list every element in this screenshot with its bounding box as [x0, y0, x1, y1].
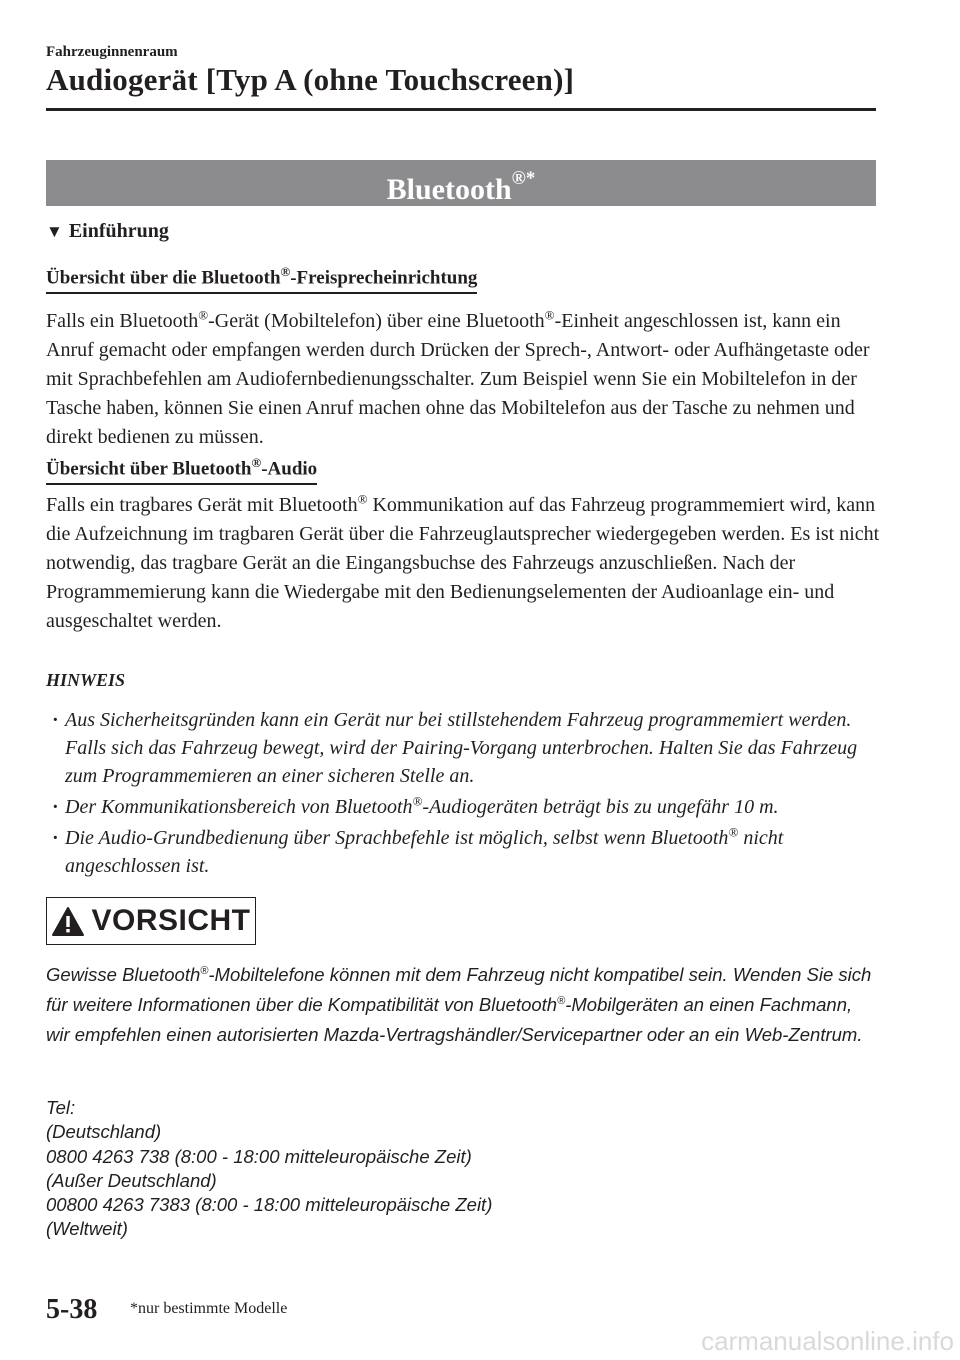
note-item — [46, 793, 880, 821]
note-item — [46, 824, 880, 880]
registered-mark: ® — [357, 491, 368, 507]
caution-paragraph — [46, 960, 880, 1050]
bullet-icon: · — [52, 709, 59, 731]
caution-label: VORSICHT — [91, 904, 251, 937]
intro-label: Einführung — [68, 220, 169, 242]
registered-mark: ® — [557, 994, 566, 1007]
footnote: *nur bestimmte Modelle — [130, 1300, 288, 1317]
registered-mark: ® — [200, 964, 209, 977]
warning-triangle-icon — [51, 906, 85, 937]
paragraph-text: -Gerät (Mobiltelefon) über eine Bluetooth — [208, 310, 545, 332]
registered-mark: ® — [280, 264, 291, 279]
caution-text: -Mobiltelefone können mit dem Fahrzeug nicht kompatibel sein. Wenden Sie sich für weitere Informationen über die Kompatibilität von Bluetooth — [46, 964, 872, 1015]
page-title: Audiogerät [Typ A (ohne Touchscreen)] — [46, 62, 575, 97]
contact-block — [46, 1096, 492, 1242]
subheading-audio — [46, 455, 317, 485]
note-text: Der Kommunikationsbereich von Bluetooth — [65, 796, 413, 818]
page-number: 5-38 — [46, 1294, 98, 1325]
banner-title: Bluetooth — [386, 173, 512, 206]
intro-heading — [46, 220, 169, 243]
note-text: -Audiogeräten beträgt bis zu ungefähr 10 m. — [422, 796, 779, 818]
registered-mark: ® — [728, 824, 739, 840]
contact-line: (Weltweit) — [46, 1218, 128, 1240]
paragraph-audio — [46, 491, 880, 636]
subheading-text: Übersicht über Bluetooth — [46, 458, 252, 480]
caution-box — [46, 897, 256, 945]
paragraph-text: Falls ein Bluetooth — [46, 310, 199, 332]
caution-text: -Mobilgeräten an einen Fachmann, wir empfehlen einen autorisierten Mazda-Vertragshändler/Servicepartner oder an ein Web-Zentrum. — [46, 994, 863, 1045]
paragraph-text: Falls ein tragbares Gerät mit Bluetooth — [46, 494, 358, 516]
registered-mark: ® — [412, 793, 423, 809]
subheading-freisprech — [46, 264, 477, 294]
note-list — [46, 706, 880, 883]
paragraph-text: -Einheit angeschlossen ist, kann ein Anruf gemacht oder empfangen werden durch Drücken der Sprech-, Antwort- oder Aufhängetaste oder mit Sprachbefehlen am Audiofernbedienungsschalter. Zum Beispiel wenn Sie ein Mobiltelefon in der Tasche haben, können Sie einen Anruf machen ohne das Mobiltelefon aus der Tasche zu nehmen und direkt bedienen zu müssen. — [46, 310, 870, 448]
bullet-icon: · — [52, 796, 59, 818]
bluetooth-banner — [46, 160, 876, 206]
title-rule — [46, 108, 876, 111]
subheading-text: Übersicht über die Bluetooth — [46, 267, 281, 289]
contact-line: (Außer Deutschland) — [46, 1169, 217, 1191]
contact-line: (Deutschland) — [46, 1121, 162, 1143]
caution-text: Gewisse Bluetooth — [46, 964, 201, 985]
subheading-text: -Audio — [261, 458, 318, 480]
paragraph-text: Kommunikation auf das Fahrzeug programmemiert wird, kann die Aufzeichnung im tragbaren Gerät über die Fahrzeuglautsprecher wiedergegeben werden. Es ist nicht notwendig, das tragbare Gerät an die Eingangsbuchse des Fahrzeugs anzuschließen. Nach der Programmemierung kann die Wiedergabe mit den Bedienungselementen der Audioanlage ein- und ausgeschaltet werden. — [46, 494, 880, 632]
watermark: carmanualsonline.info — [701, 1326, 954, 1356]
registered-mark: ® — [251, 455, 262, 470]
bullet-icon: · — [52, 827, 59, 849]
note-item — [46, 706, 880, 790]
contact-line: Tel: — [46, 1097, 76, 1118]
triangle-down-icon: ▼ — [46, 222, 63, 241]
banner-sup: ®* — [511, 168, 536, 189]
note-text: Die Audio-Grundbedienung über Sprachbefehle ist möglich, selbst wenn Bluetooth — [65, 827, 729, 849]
note-text: Aus Sicherheitsgründen kann ein Gerät nur bei stillstehendem Fahrzeug programmemiert werden. Falls sich das Fahrzeug bewegt, wird der Pairing-Vorgang unterbrochen. Halten Sie das Fahrzeug zum Programmemieren an einer sicheren Stelle an. — [65, 709, 858, 787]
section-label: Fahrzeuginnenraum — [46, 44, 178, 60]
note-title: HINWEIS — [46, 670, 126, 690]
note-text: nicht angeschlossen ist. — [65, 827, 784, 877]
paragraph-freisprech — [46, 307, 880, 452]
registered-mark: ® — [544, 307, 555, 323]
contact-line: 0800 4263 738 (8:00 - 18:00 mitteleuropäische Zeit) — [46, 1145, 472, 1167]
registered-mark: ® — [198, 307, 209, 323]
subheading-text: -Freisprecheinrichtung — [290, 267, 478, 289]
contact-line: 00800 4263 7383 (8:00 - 18:00 mitteleuropäische Zeit) — [46, 1194, 493, 1216]
